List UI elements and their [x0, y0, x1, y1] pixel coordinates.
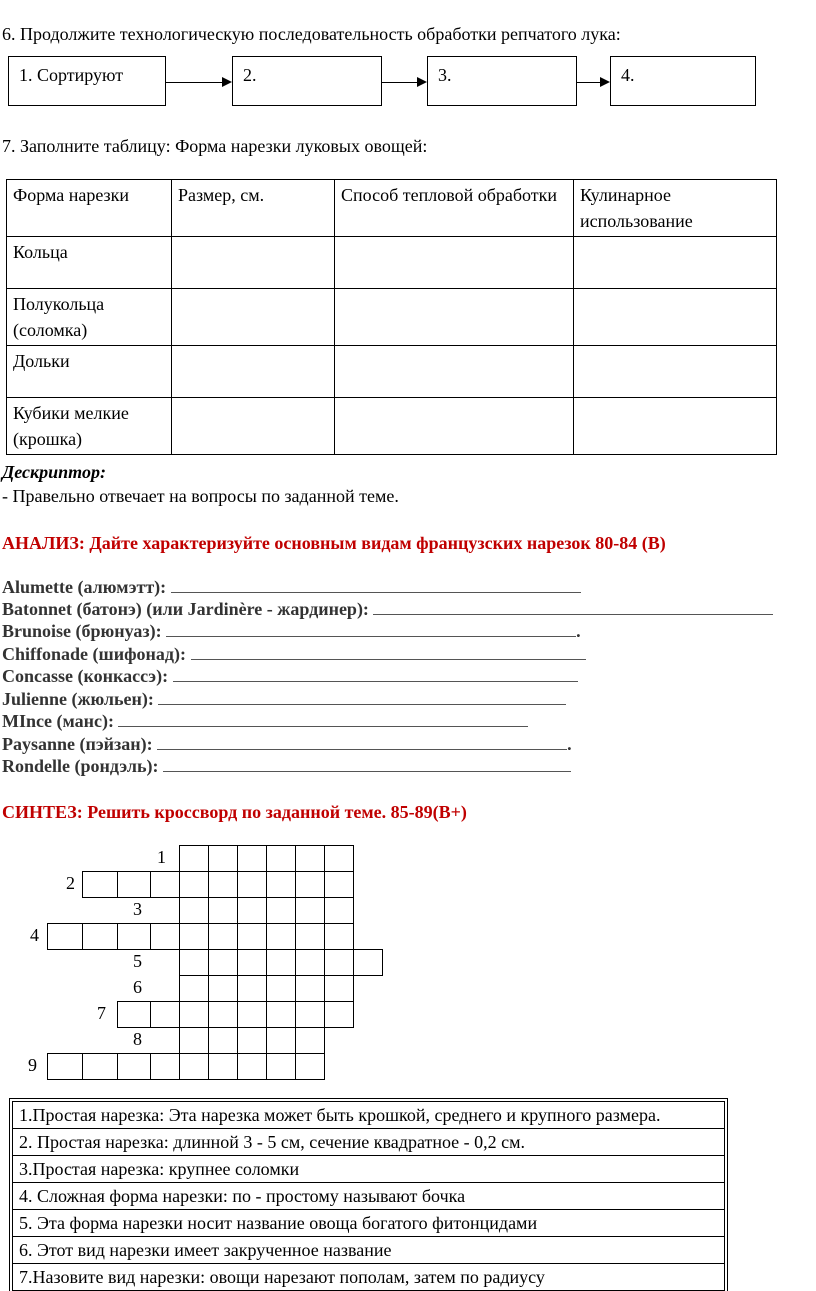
- crossword-cell[interactable]: [179, 1001, 209, 1028]
- table-cell[interactable]: [335, 237, 574, 289]
- analysis-item: Batonnet (батонэ) (или Jardinère - жардинер):: [2, 598, 773, 620]
- crossword-number: 4: [30, 925, 39, 945]
- table-row: [7, 346, 777, 398]
- answer-line[interactable]: [163, 755, 571, 772]
- crossword-cell[interactable]: [295, 949, 325, 976]
- crossword-cell[interactable]: [237, 1053, 267, 1080]
- crossword-cell[interactable]: [179, 897, 209, 924]
- analysis-heading: АНАЛИЗ: Дайте характеризуйте основным видам французских нарезок 80-84 (В): [2, 533, 666, 553]
- crossword-cell[interactable]: [208, 1001, 238, 1028]
- crossword-cell[interactable]: [117, 871, 151, 898]
- cutting-table: [6, 179, 777, 455]
- flow-step-4: 4.: [610, 56, 756, 106]
- crossword-cell[interactable]: [208, 923, 238, 950]
- crossword-cell[interactable]: [266, 923, 296, 950]
- crossword-cell[interactable]: [237, 923, 267, 950]
- table-cell[interactable]: [335, 346, 574, 398]
- crossword-cell[interactable]: [295, 923, 325, 950]
- answer-line[interactable]: [166, 620, 576, 637]
- crossword-cell[interactable]: [324, 923, 354, 950]
- crossword-cell[interactable]: [117, 1001, 151, 1028]
- table-cell[interactable]: [335, 289, 574, 346]
- crossword-cell[interactable]: [179, 949, 209, 976]
- table-cell[interactable]: [574, 398, 777, 455]
- crossword-cell[interactable]: [324, 1001, 354, 1028]
- crossword-cell[interactable]: [208, 1027, 238, 1054]
- crossword-cell[interactable]: [324, 975, 354, 1002]
- flow-step-2: 2.: [232, 56, 382, 106]
- crossword-cell[interactable]: [324, 845, 354, 872]
- task6-title: 6. Продолжите технологическую последовательность обработки репчатого лука:: [2, 24, 621, 44]
- flow-step-1: 1. Сортируют: [8, 56, 166, 106]
- analysis-item: Alumette (алюмэтт):: [2, 576, 581, 598]
- table-cell[interactable]: [172, 346, 335, 398]
- crossword-cell[interactable]: [266, 949, 296, 976]
- analysis-item: Chiffonade (шифонад):: [2, 643, 586, 665]
- crossword-cell[interactable]: [179, 1027, 209, 1054]
- crossword-cell[interactable]: [237, 1027, 267, 1054]
- crossword-cell[interactable]: [82, 1053, 118, 1080]
- crossword-cell[interactable]: [324, 897, 354, 924]
- crossword-cell[interactable]: [295, 975, 325, 1002]
- answer-line[interactable]: [173, 665, 578, 682]
- crossword-cell[interactable]: [295, 1027, 325, 1054]
- table-header: Размер, см.: [172, 180, 335, 237]
- crossword-number: 6: [133, 977, 142, 997]
- answer-line[interactable]: [158, 688, 566, 705]
- answer-line[interactable]: [171, 576, 581, 593]
- crossword-cell[interactable]: [353, 949, 383, 976]
- table-cell: Кольца: [7, 237, 172, 289]
- crossword-cell[interactable]: [208, 949, 238, 976]
- clue-row: 1.Простая нарезка: Эта нарезка может быть крошкой, среднего и крупного размера.: [13, 1102, 725, 1129]
- crossword-number: 7: [97, 1003, 106, 1023]
- crossword-number: 8: [133, 1029, 142, 1049]
- crossword-cell[interactable]: [237, 1001, 267, 1028]
- table-cell[interactable]: [172, 398, 335, 455]
- clue-row: 6. Этот вид нарезки имеет закрученное название: [13, 1237, 725, 1264]
- clue-row: 5. Эта форма нарезки носит название овоща богатого фитонцидами: [13, 1210, 725, 1237]
- crossword-cell[interactable]: [266, 871, 296, 898]
- table-row: [7, 289, 777, 346]
- crossword-cell[interactable]: [47, 1053, 83, 1080]
- crossword-cell[interactable]: [47, 923, 83, 950]
- table-row: [7, 398, 777, 455]
- crossword-cell[interactable]: [179, 871, 209, 898]
- answer-line[interactable]: [373, 598, 773, 615]
- crossword-cell[interactable]: [179, 923, 209, 950]
- crossword-cell[interactable]: [295, 897, 325, 924]
- task7-title: 7. Заполните таблицу: Форма нарезки луковых овощей:: [2, 136, 428, 156]
- crossword-cell[interactable]: [179, 1053, 209, 1080]
- crossword-cell[interactable]: [179, 975, 209, 1002]
- analysis-item: Concasse (конкассэ):: [2, 665, 578, 687]
- table-cell[interactable]: [172, 237, 335, 289]
- crossword-cell[interactable]: [208, 897, 238, 924]
- crossword-cell[interactable]: [324, 949, 354, 976]
- clue-row: 4. Сложная форма нарезки: по - простому называют бочка: [13, 1183, 725, 1210]
- crossword-number: 1: [157, 847, 166, 867]
- synthesis-heading: СИНТЕЗ: Решить кроссворд по заданной теме. 85-89(В+): [2, 802, 467, 822]
- crossword-cell[interactable]: [266, 975, 296, 1002]
- crossword-cell[interactable]: [208, 975, 238, 1002]
- crossword-cell[interactable]: [266, 1027, 296, 1054]
- crossword-cell[interactable]: [266, 1053, 296, 1080]
- crossword-cell[interactable]: [266, 1001, 296, 1028]
- crossword-number: 2: [66, 873, 75, 893]
- crossword-cell[interactable]: [179, 845, 209, 872]
- crossword-cell[interactable]: [208, 1053, 238, 1080]
- flow-step-3: 3.: [427, 56, 577, 106]
- crossword-number: 5: [133, 951, 142, 971]
- flow-arrow: [577, 82, 608, 83]
- answer-line[interactable]: [191, 643, 586, 660]
- crossword-cell[interactable]: [295, 1001, 325, 1028]
- crossword-cell[interactable]: [266, 897, 296, 924]
- analysis-item: Rondelle (рондэль):: [2, 755, 571, 777]
- table-cell[interactable]: [574, 346, 777, 398]
- clue-row: 3.Простая нарезка: крупнее соломки: [13, 1156, 725, 1183]
- analysis-item: Paysanne (пэйзан): .: [2, 734, 572, 754]
- table-header: Способ тепловой обработки: [335, 180, 574, 237]
- crossword-cell[interactable]: [82, 923, 118, 950]
- clues-table: [12, 1101, 725, 1291]
- crossword-cell[interactable]: [295, 1053, 325, 1080]
- crossword-cell[interactable]: [208, 845, 238, 872]
- descriptor-text: - Правельно отвечает на вопросы по заданной теме.: [2, 486, 399, 506]
- crossword-cell[interactable]: [150, 1053, 180, 1080]
- crossword-cell[interactable]: [295, 845, 325, 872]
- table-cell[interactable]: [335, 398, 574, 455]
- crossword-cell[interactable]: [295, 871, 325, 898]
- crossword-cell[interactable]: [237, 975, 267, 1002]
- clue-row: 7.Назовите вид нарезки: овощи нарезают пополам, затем по радиусу: [13, 1264, 725, 1291]
- analysis-item: MInce (манс):: [2, 710, 528, 732]
- table-cell: Полукольца (соломка): [7, 289, 172, 346]
- flow-arrow: [382, 82, 425, 83]
- analysis-item: Brunoise (брюнуаз): .: [2, 621, 581, 641]
- crossword-cell[interactable]: [324, 871, 354, 898]
- crossword-cell[interactable]: [117, 923, 151, 950]
- crossword-cell[interactable]: [237, 897, 267, 924]
- crossword-cell[interactable]: [208, 871, 238, 898]
- crossword-cell[interactable]: [150, 923, 180, 950]
- crossword-cell[interactable]: [82, 871, 118, 898]
- table-cell[interactable]: [172, 289, 335, 346]
- table-cell: Дольки: [7, 346, 172, 398]
- crossword-cell[interactable]: [150, 871, 180, 898]
- descriptor-title: Дескриптор:: [2, 462, 106, 482]
- flow-arrow: [166, 82, 230, 83]
- crossword-cell[interactable]: [237, 845, 267, 872]
- answer-line[interactable]: [157, 733, 567, 750]
- table-row: [7, 237, 777, 289]
- answer-line[interactable]: [118, 710, 528, 727]
- clue-row: 2. Простая нарезка: длинной 3 - 5 см, сечение квадратное - 0,2 см.: [13, 1129, 725, 1156]
- table-header: Форма нарезки: [7, 180, 172, 237]
- crossword-number: 3: [133, 899, 142, 919]
- crossword-cell[interactable]: [150, 1001, 180, 1028]
- table-header: Кулинарное использование: [574, 180, 777, 237]
- table-cell[interactable]: [574, 237, 777, 289]
- crossword-number: 9: [28, 1055, 37, 1075]
- crossword-cell[interactable]: [117, 1053, 151, 1080]
- analysis-item: Julienne (жюльен):: [2, 688, 566, 710]
- crossword-cell[interactable]: [237, 871, 267, 898]
- crossword-cell[interactable]: [266, 845, 296, 872]
- table-cell: Кубики мелкие (крошка): [7, 398, 172, 455]
- crossword-cell[interactable]: [237, 949, 267, 976]
- table-cell[interactable]: [574, 289, 777, 346]
